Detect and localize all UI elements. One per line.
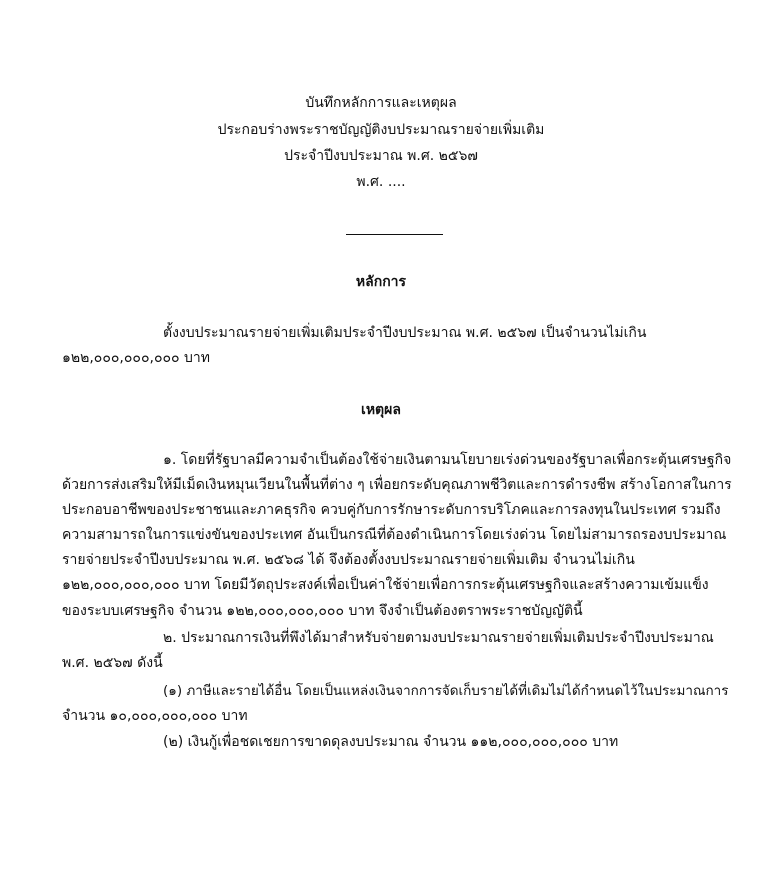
document-subtitle-year-placeholder: พ.ศ. .... (356, 174, 406, 190)
reason-1-line-4: ความสามารถในการแข่งขันของประเทศ อันเป็นกรณีที่ต้องดำเนินการโดยเร่งด่วน โดยไม่สามารถรองบประมาณ (62, 527, 727, 543)
reason-1-line-1: ๑. โดยที่รัฐบาลมีความจำเป็นต้องใช้จ่ายเงินตามนโยบายเร่งด่วนของรัฐบาลเพื่อกระตุ้นเศรษฐกิจ (163, 452, 732, 468)
reason-1-line-6: ๑๒๒,๐๐๐,๐๐๐,๐๐๐ บาท โดยมีวัตถุประสงค์เพื่อเป็นค่าใช้จ่ายเพื่อการกระตุ้นเศรษฐกิจและสร้างความเข้มแข็ง (62, 577, 709, 593)
reason-item-1-line-1: (๑) ภาษีและรายได้อื่น โดยเป็นแหล่งเงินจากการจัดเก็บรายได้ที่เดิมไม่ได้กำหนดไว้ในประมาณการ (163, 683, 729, 699)
document-subtitle-bill: ประกอบร่างพระราชบัญญัติงบประมาณรายจ่ายเพิ่มเติม (217, 122, 545, 138)
reasons-heading: เหตุผล (361, 402, 401, 418)
reason-item-2: (๒) เงินกู้เพื่อชดเชยการขาดดุลงบประมาณ จำนวน ๑๑๒,๐๐๐,๐๐๐,๐๐๐ บาท (163, 734, 619, 750)
reason-item-1-line-2: จำนวน ๑๐,๐๐๐,๐๐๐,๐๐๐ บาท (62, 708, 248, 724)
principle-heading: หลักการ (355, 274, 407, 290)
principle-line-2: ๑๒๒,๐๐๐,๐๐๐,๐๐๐ บาท (62, 350, 211, 366)
reason-2-line-1: ๒. ประมาณการเงินที่พึงได้มาสำหรับจ่ายตามงบประมาณรายจ่ายเพิ่มเติมประจำปีงบประมาณ (163, 630, 714, 646)
reason-1-line-7: ของระบบเศรษฐกิจ จำนวน ๑๒๒,๐๐๐,๐๐๐,๐๐๐ บาท จึงจำเป็นต้องตราพระราชบัญญัตินี้ (62, 603, 583, 619)
reason-2-line-2: พ.ศ. ๒๕๖๗ ดังนี้ (62, 655, 163, 671)
reason-1-line-5: รายจ่ายประจำปีงบประมาณ พ.ศ. ๒๕๖๘ ได้ จึงต้องตั้งงบประมาณรายจ่ายเพิ่มเติม จำนวนไม่เกิน (62, 552, 635, 568)
document-subtitle-fiscal-year: ประจำปีงบประมาณ พ.ศ. ๒๕๖๗ (284, 148, 478, 164)
reason-1-line-2: ด้วยการส่งเสริมให้มีเม็ดเงินหมุนเวียนในพื้นที่ต่าง ๆ เพื่อยกระดับคุณภาพชีวิตและการดำรงชีพ สร้างโอกาสในการ (62, 477, 732, 493)
title-divider (346, 234, 443, 235)
reason-1-line-3: ประกอบอาชีพของประชาชนและภาคธุรกิจ ควบคู่กับการรักษาระดับการบริโภคและการลงทุนในประเทศ รวมถึง (62, 502, 721, 518)
document-title: บันทึกหลักการและเหตุผล (305, 95, 457, 111)
principle-line-1: ตั้งงบประมาณรายจ่ายเพิ่มเติมประจำปีงบประมาณ พ.ศ. ๒๕๖๗ เป็นจำนวนไม่เกิน (163, 325, 647, 341)
